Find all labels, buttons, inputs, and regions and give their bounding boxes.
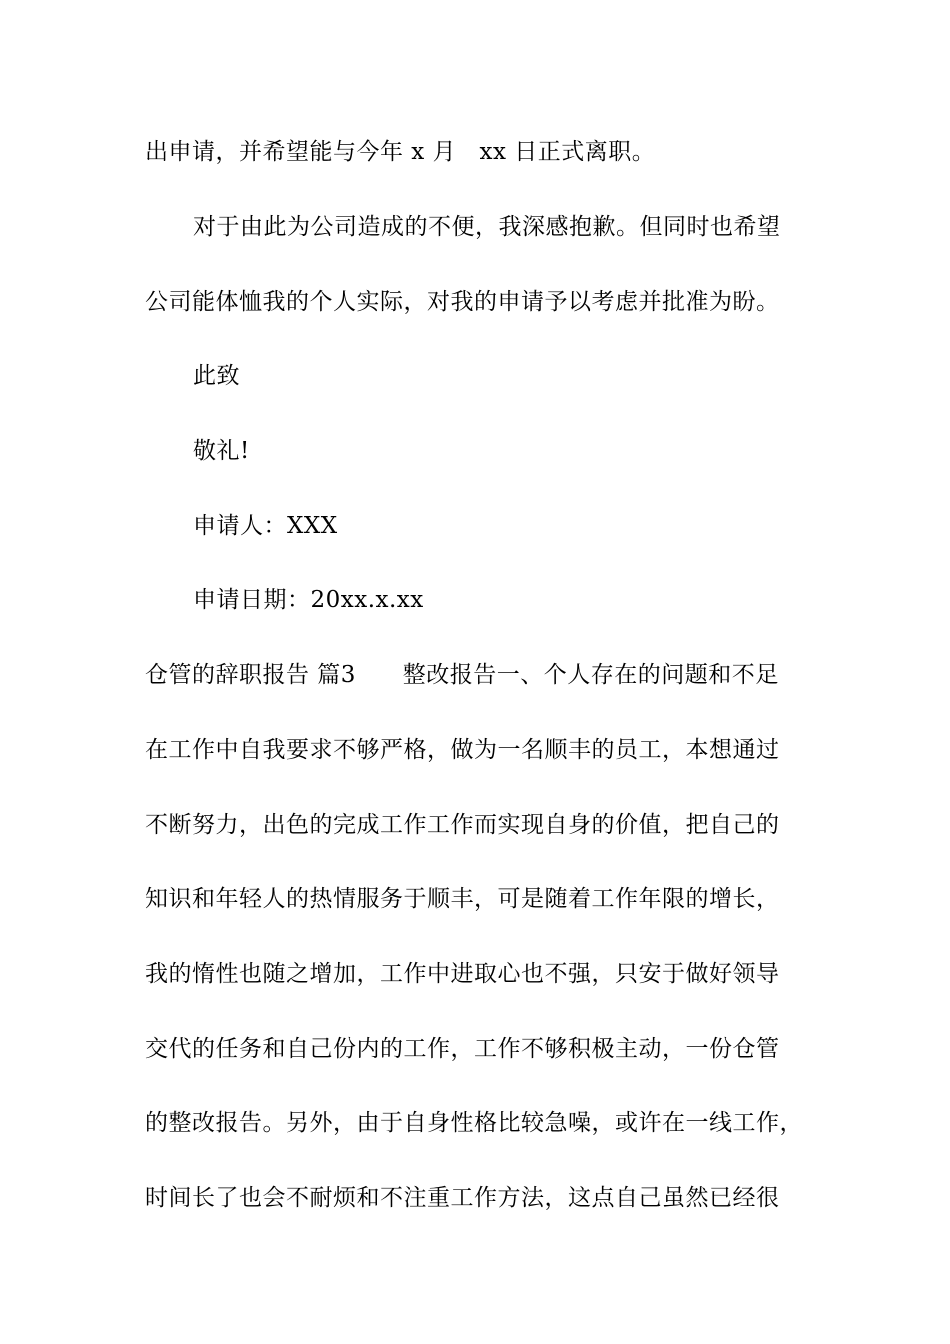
paragraph-line: 公司能体恤我的个人实际，对我的申请予以考虑并批准为盼。 <box>145 289 780 315</box>
section-heading-line: 仓管的辞职报告 篇3 整改报告一、个人存在的问题和不足 <box>145 662 779 688</box>
paragraph-line: 我的惰性也随之增加，工作中进取心也不强，只安于做好领导 <box>145 961 780 987</box>
applicant-line: 申请人：XXX <box>193 513 338 539</box>
paragraph-line: 出申请，并希望能与今年 x 月 xx 日正式离职。 <box>145 139 656 165</box>
closing-line: 敬礼! <box>193 438 250 464</box>
paragraph-line: 对于由此为公司造成的不便，我深感抱歉。但同时也希望 <box>193 214 781 240</box>
salutation-line: 此致 <box>193 363 240 389</box>
paragraph-line: 在工作中自我要求不够严格，做为一名顺丰的员工，本想通过 <box>145 737 780 763</box>
paragraph-line: 时间长了也会不耐烦和不注重工作方法，这点自己虽然已经很 <box>145 1185 780 1211</box>
paragraph-line: 的整改报告。另外，由于自身性格比较急噪，或许在一线工作， <box>145 1110 803 1136</box>
date-line: 申请日期：20xx.x.xx <box>193 587 424 613</box>
paragraph-line: 交代的任务和自己份内的工作，工作不够积极主动，一份仓管 <box>145 1036 780 1062</box>
paragraph-line: 知识和年轻人的热情服务于顺丰，可是随着工作年限的增长， <box>145 886 780 912</box>
paragraph-line: 不断努力，出色的完成工作工作而实现自身的价值，把自己的 <box>145 812 780 838</box>
